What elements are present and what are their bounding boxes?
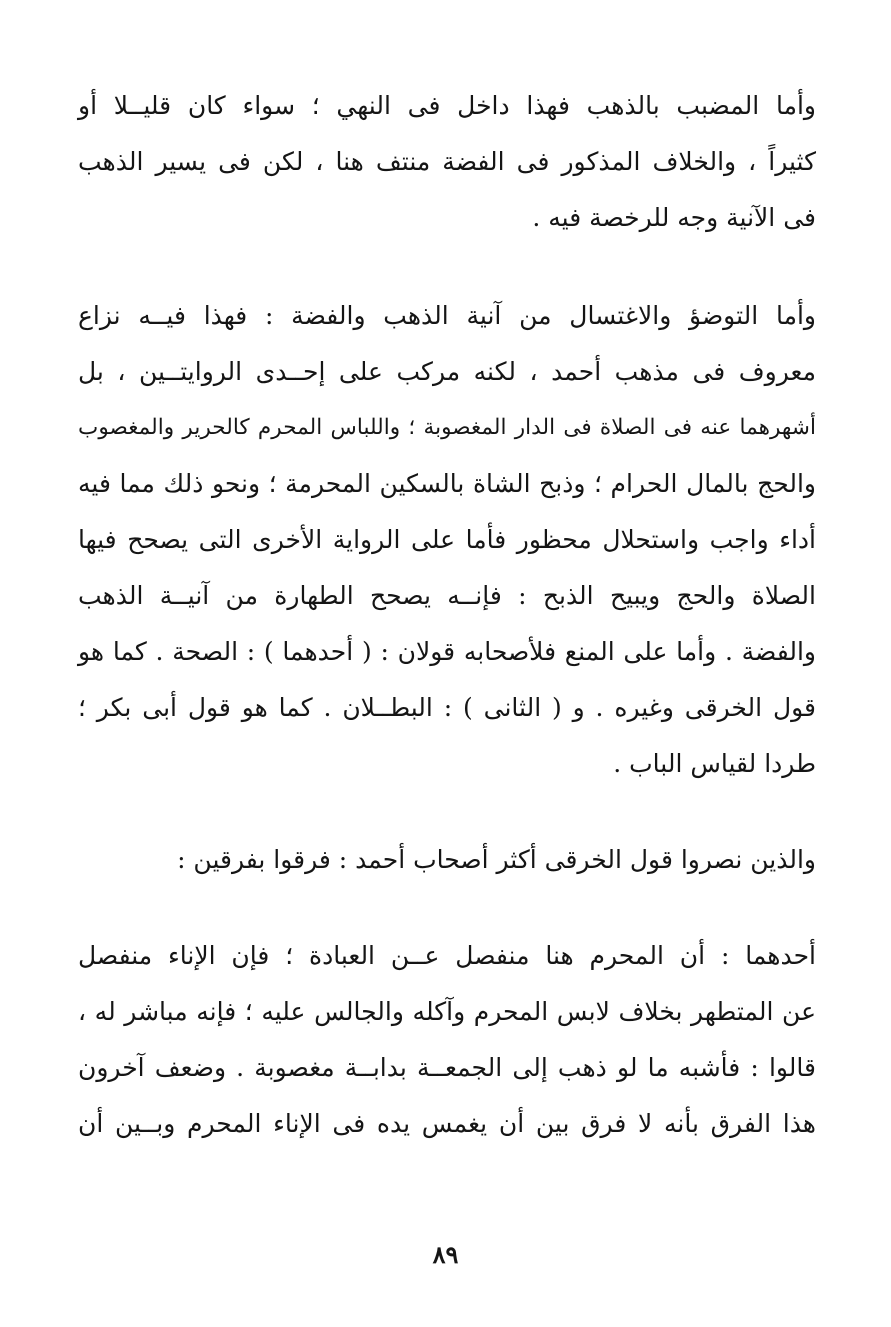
text-line: أحدهما : أن المحرم هنا منفصل عــن العبادة ؛ فإن الإناء منفصل <box>78 941 816 970</box>
text-line: وأما التوضؤ والاغتسال من آنية الذهب والفضة : فهذا فيــه نزاع <box>78 301 816 330</box>
text-line: طردا لقياس الباب . <box>613 749 816 778</box>
text-line: والذين نصروا قول الخرقى أكثر أصحاب أحمد : فرقوا بفرقين : <box>177 845 816 874</box>
text-line: معروف فى مذهب أحمد ، لكنه مركب على إحــدى الروايتــين ، بل <box>78 357 816 386</box>
page-number: ٨٩ <box>432 1240 459 1269</box>
text-line: أشهرهما عنه فى الصلاة فى الدار المغصوبة ؛ واللباس المحرم كالحرير والمغصوب <box>78 415 816 440</box>
text-line: والحج بالمال الحرام ؛ وذبح الشاة بالسكين المحرمة ؛ ونحو ذلك مما فيه <box>78 469 816 498</box>
text-line: قالوا : فأشبه ما لو ذهب إلى الجمعــة بدابــة مغصوبة . وضعف آخرون <box>78 1053 816 1082</box>
text-line: وأما المضبب بالذهب فهذا داخل فى النهي ؛ سواء كان قليــلا أو <box>78 91 816 120</box>
text-line: كثيراً ، والخلاف المذكور فى الفضة منتف هنا ، لكن فى يسير الذهب <box>78 147 816 176</box>
paragraph-gilded-vessels <box>78 78 816 246</box>
text-line: هذا الفرق بأنه لا فرق بين أن يغمس يده فى الإناء المحرم وبــين أن <box>78 1109 816 1138</box>
paragraph-two-distinctions <box>78 832 816 888</box>
paragraph-spacer <box>78 246 816 288</box>
text-line: فى الآنية وجه للرخصة فيه . <box>532 203 816 232</box>
paragraph-spacer <box>78 888 816 928</box>
paragraph-ablution <box>78 288 816 792</box>
text-line: قول الخرقى وغيره . و ( الثانى ) : البطــلان . كما هو قول أبى بكر ؛ <box>78 693 816 722</box>
text-line: الصلاة والحج ويبيح الذبح : فإنــه يصحح الطهارة من آنيــة الذهب <box>78 581 816 610</box>
text-line: عن المتطهر بخلاف لابس المحرم وآكله والجالس عليه ؛ فإنه مباشر له ، <box>78 997 816 1026</box>
paragraph-first-distinction <box>78 928 816 1152</box>
paragraph-spacer <box>78 792 816 832</box>
page-body <box>78 78 816 1152</box>
text-line: أداء واجب واستحلال محظور فأما على الرواية الأخرى التى يصحح فيها <box>78 525 816 554</box>
text-line: والفضة . وأما على المنع فلأصحابه قولان : ( أحدهما ) : الصحة . كما هو <box>78 637 816 666</box>
